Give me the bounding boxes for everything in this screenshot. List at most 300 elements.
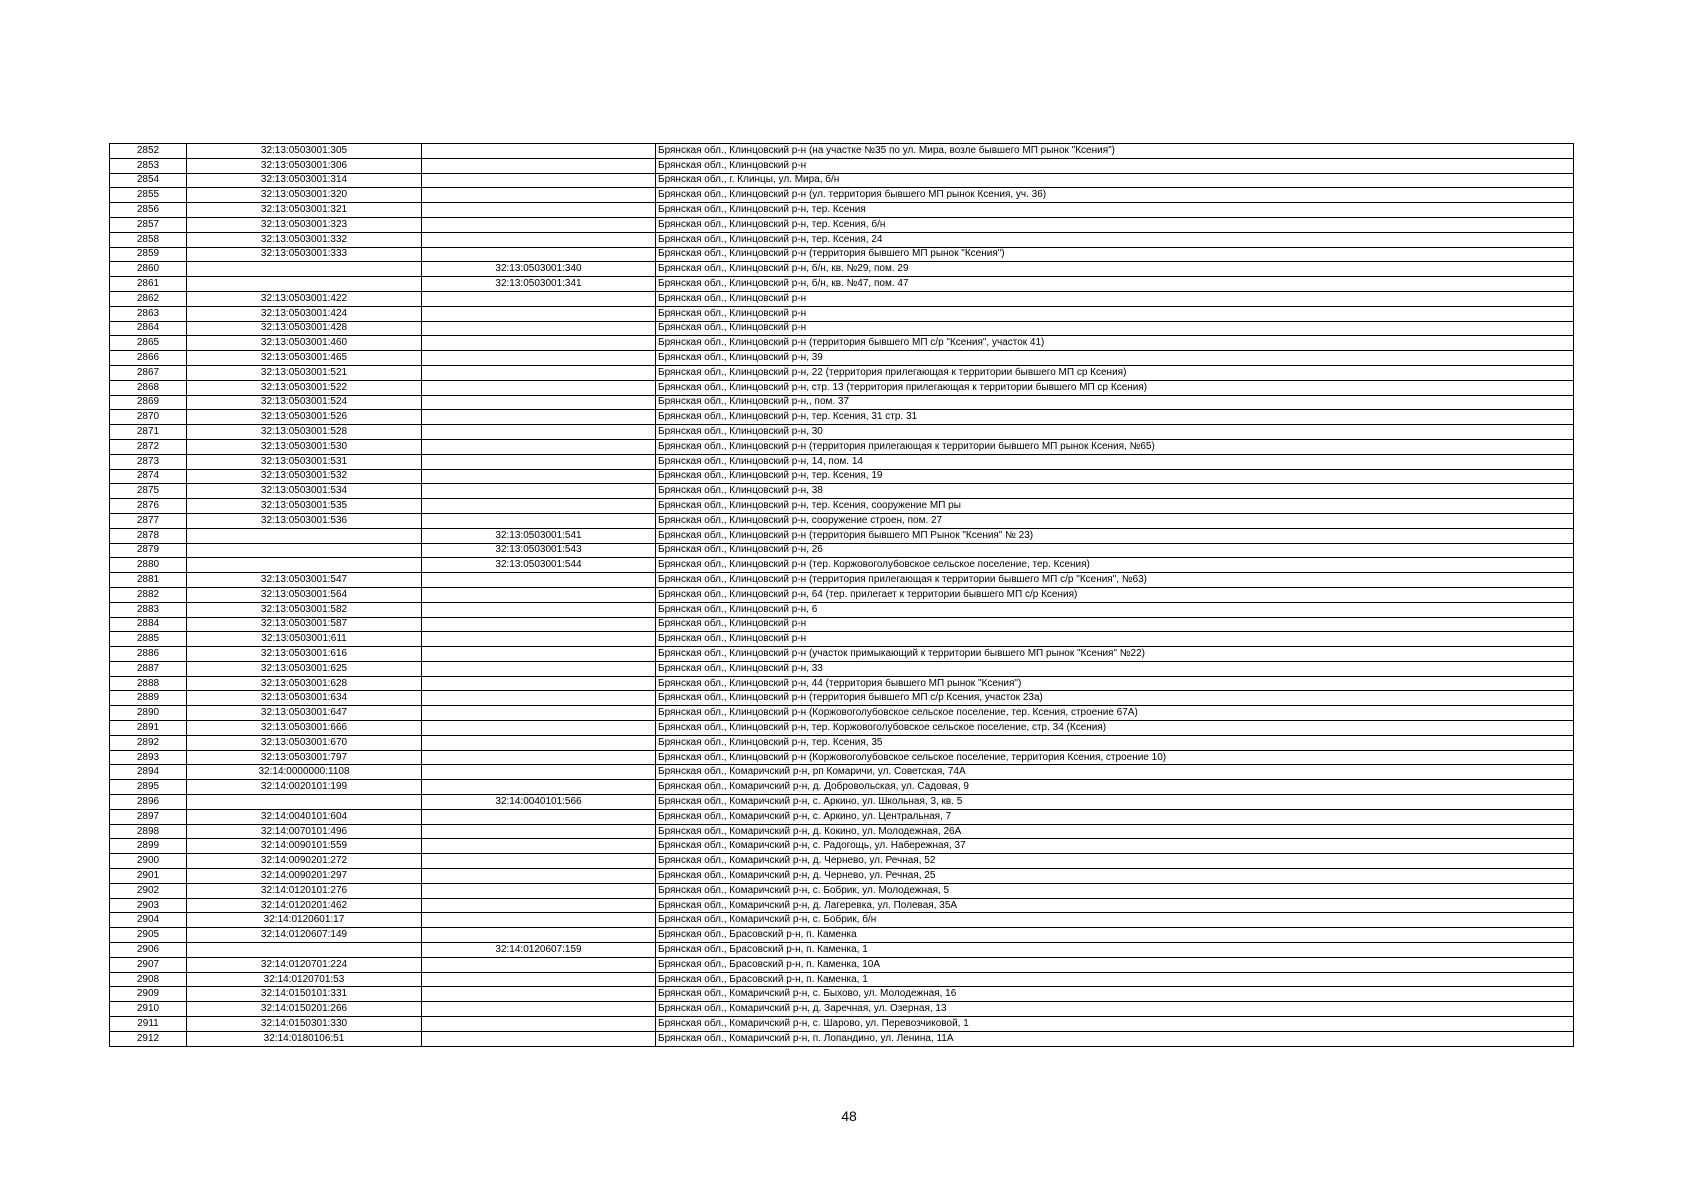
cadastral-number-cell: 32:13:0503001:428 [187,321,422,336]
row-number: 2895 [110,780,187,795]
table-row [110,365,1574,380]
table-row [110,706,1574,721]
cadastral-number-cell: 32:13:0503001:422 [187,291,422,306]
table-row [110,943,1574,958]
cadastral-number-cell: 32:13:0503001:670 [187,735,422,750]
row-number: 2870 [110,410,187,425]
cadastral-number-alt-cell [422,454,656,469]
cadastral-number-alt-cell [422,203,656,218]
row-number: 2875 [110,484,187,499]
address-cell: Брянская обл., Комаричский р-н, рп Комаричи, ул. Советская, 74А [656,765,1574,780]
registry-table [109,143,1574,1047]
cadastral-number-alt-cell: 32:13:0503001:544 [422,558,656,573]
table-row [110,824,1574,839]
cadastral-number-cell: 32:14:0150101:331 [187,987,422,1002]
table-row [110,972,1574,987]
table-row [110,528,1574,543]
address-cell: Брянская обл., Комаричский р-н, с. Аркино, ул. Центральная, 7 [656,809,1574,824]
cadastral-number-cell: 32:14:0070101:496 [187,824,422,839]
cadastral-number-cell: 32:14:0120201:462 [187,898,422,913]
cadastral-number-alt-cell [422,839,656,854]
cadastral-number-alt-cell [422,587,656,602]
row-number: 2907 [110,957,187,972]
cadastral-number-alt-cell [422,661,656,676]
address-cell: Брянская обл., Комаричский р-н, с. Аркино, ул. Школьная, 3, кв. 5 [656,795,1574,810]
address-cell: Брянская обл., Клинцовский р-н, 39 [656,351,1574,366]
cadastral-number-cell: 32:13:0503001:797 [187,750,422,765]
table-row [110,454,1574,469]
table-row [110,928,1574,943]
cadastral-number-alt-cell [422,144,656,159]
row-number: 2888 [110,676,187,691]
cadastral-number-alt-cell [422,750,656,765]
address-cell: Брянская обл., Клинцовский р-н (территория бывшего МП рынок "Ксения") [656,247,1574,262]
cadastral-number-cell: 32:13:0503001:530 [187,439,422,454]
row-number: 2902 [110,883,187,898]
cadastral-number-alt-cell [422,898,656,913]
address-cell: Брянская обл., Клинцовский р-н [656,291,1574,306]
row-number: 2889 [110,691,187,706]
row-number: 2878 [110,528,187,543]
row-number: 2855 [110,188,187,203]
row-number: 2862 [110,291,187,306]
table-row [110,410,1574,425]
cadastral-number-cell: 32:14:0000000:1108 [187,765,422,780]
cadastral-number-cell: 32:13:0503001:321 [187,203,422,218]
address-cell: Брянская обл., Клинцовский р-н, 33 [656,661,1574,676]
address-cell: Брянская обл., Клинцовский р-н, тер. Ксения, 19 [656,469,1574,484]
table-row [110,395,1574,410]
row-number: 2861 [110,277,187,292]
row-number: 2865 [110,336,187,351]
cadastral-number-cell [187,528,422,543]
cadastral-number-cell: 32:13:0503001:314 [187,173,422,188]
cadastral-number-alt-cell [422,957,656,972]
cadastral-number-cell: 32:14:0180106:51 [187,1031,422,1046]
row-number: 2860 [110,262,187,277]
cadastral-number-alt-cell [422,691,656,706]
table-row [110,484,1574,499]
cadastral-number-alt-cell [422,188,656,203]
cadastral-number-cell: 32:13:0503001:332 [187,232,422,247]
row-number: 2912 [110,1031,187,1046]
cadastral-number-alt-cell [422,247,656,262]
table-row [110,750,1574,765]
table-row [110,262,1574,277]
cadastral-number-alt-cell [422,972,656,987]
cadastral-number-alt-cell [422,1017,656,1032]
cadastral-number-alt-cell [422,425,656,440]
cadastral-number-cell: 32:14:0120101:276 [187,883,422,898]
cadastral-number-alt-cell: 32:14:0120607:159 [422,943,656,958]
cadastral-number-cell: 32:13:0503001:532 [187,469,422,484]
table-row [110,913,1574,928]
row-number: 2879 [110,543,187,558]
row-number: 2911 [110,1017,187,1032]
row-number: 2894 [110,765,187,780]
cadastral-number-cell: 32:13:0503001:522 [187,380,422,395]
row-number: 2880 [110,558,187,573]
row-number: 2901 [110,869,187,884]
address-cell: Брянская обл., Клинцовский р-н, 38 [656,484,1574,499]
cadastral-number-alt-cell [422,735,656,750]
address-cell: Брянская обл., Брасовский р-н, п. Каменка, 1 [656,972,1574,987]
cadastral-number-cell: 32:14:0090101:559 [187,839,422,854]
table-row [110,1031,1574,1046]
row-number: 2882 [110,587,187,602]
cadastral-number-alt-cell: 32:13:0503001:543 [422,543,656,558]
cadastral-number-cell: 32:14:0150301:330 [187,1017,422,1032]
address-cell: Брянская обл., Клинцовский р-н, 6 [656,602,1574,617]
row-number: 2859 [110,247,187,262]
cadastral-number-alt-cell [422,321,656,336]
address-cell: Брянская обл., Брасовский р-н, п. Каменка [656,928,1574,943]
cadastral-number-cell: 32:13:0503001:460 [187,336,422,351]
cadastral-number-cell: 32:14:0120607:149 [187,928,422,943]
address-cell: Брянская обл., Клинцовский р-н (территория прилегающая к территории бывшего МП рынок Ксения, №65) [656,439,1574,454]
cadastral-number-alt-cell: 32:13:0503001:341 [422,277,656,292]
cadastral-number-cell: 32:13:0503001:582 [187,602,422,617]
address-cell: Брянская обл., Клинцовский р-н (территория бывшего МП с/р "Ксения", участок 41) [656,336,1574,351]
cadastral-number-cell [187,262,422,277]
cadastral-number-alt-cell [422,883,656,898]
row-number: 2900 [110,854,187,869]
address-cell: Брянская обл., Клинцовский р-н, тер. Ксения, 24 [656,232,1574,247]
address-cell: Брянская обл., Клинцовский р-н, тер. Ксения [656,203,1574,218]
address-cell: Брянская обл., Клинцовский р-н, стр. 13 (территория прилегающая к территории бывшего МП ср Ксения) [656,380,1574,395]
cadastral-number-alt-cell [422,217,656,232]
cadastral-number-cell: 32:13:0503001:534 [187,484,422,499]
table-row [110,735,1574,750]
cadastral-number-cell: 32:13:0503001:628 [187,676,422,691]
address-cell: Брянская обл., Комаричский р-н, с. Бобрик, б/н [656,913,1574,928]
cadastral-number-alt-cell [422,573,656,588]
cadastral-number-cell: 32:13:0503001:634 [187,691,422,706]
address-cell: Брянская обл., Клинцовский р-н, 30 [656,425,1574,440]
table-row [110,203,1574,218]
address-cell: Брянская обл., Клинцовский р-н, 64 (тер. прилегает к территории бывшего МП с/р Ксения) [656,587,1574,602]
row-number: 2897 [110,809,187,824]
cadastral-number-cell: 32:13:0503001:587 [187,617,422,632]
cadastral-number-alt-cell: 32:13:0503001:541 [422,528,656,543]
cadastral-number-alt-cell [422,232,656,247]
row-number: 2881 [110,573,187,588]
cadastral-number-cell: 32:13:0503001:531 [187,454,422,469]
cadastral-number-cell: 32:13:0503001:536 [187,513,422,528]
address-cell: Брянская обл., Комаричский р-н, д. Чернево, ул. Речная, 25 [656,869,1574,884]
cadastral-number-alt-cell [422,809,656,824]
cadastral-number-alt-cell [422,1002,656,1017]
address-cell: Брянская обл., Брасовский р-н, п. Каменка, 1 [656,943,1574,958]
row-number: 2874 [110,469,187,484]
table-row [110,188,1574,203]
address-cell: Брянская обл., Комаричский р-н, д. Кокино, ул. Молодежная, 26А [656,824,1574,839]
cadastral-number-cell: 32:14:0090201:297 [187,869,422,884]
table-row [110,232,1574,247]
cadastral-number-alt-cell [422,306,656,321]
row-number: 2899 [110,839,187,854]
address-cell: Брянская обл., Клинцовский р-н (ул. территория бывшего МП рынок Ксения, уч. 36) [656,188,1574,203]
address-cell: Брянская обл., Комаричский р-н, д. Чернево, ул. Речная, 52 [656,854,1574,869]
cadastral-number-alt-cell [422,484,656,499]
table-row [110,173,1574,188]
cadastral-number-cell: 32:13:0503001:306 [187,158,422,173]
cadastral-number-cell: 32:13:0503001:526 [187,410,422,425]
table-row [110,957,1574,972]
row-number: 2869 [110,395,187,410]
table-row [110,898,1574,913]
cadastral-number-cell: 32:13:0503001:547 [187,573,422,588]
table-row [110,144,1574,159]
cadastral-number-alt-cell [422,928,656,943]
table-row [110,795,1574,810]
cadastral-number-cell: 32:13:0503001:424 [187,306,422,321]
table-row [110,676,1574,691]
cadastral-number-alt-cell [422,913,656,928]
cadastral-number-alt-cell [422,336,656,351]
row-number: 2909 [110,987,187,1002]
cadastral-number-cell: 32:14:0120601:17 [187,913,422,928]
cadastral-number-alt-cell [422,499,656,514]
address-cell: Брянская обл., Комаричский р-н, п. Лопандино, ул. Ленина, 11А [656,1031,1574,1046]
cadastral-number-cell: 32:13:0503001:625 [187,661,422,676]
row-number: 2910 [110,1002,187,1017]
address-cell: Брянская обл., Клинцовский р-н [656,306,1574,321]
cadastral-number-cell: 32:13:0503001:528 [187,425,422,440]
cadastral-number-alt-cell [422,765,656,780]
cadastral-number-alt-cell [422,513,656,528]
table-row [110,158,1574,173]
table-row [110,425,1574,440]
cadastral-number-alt-cell [422,351,656,366]
cadastral-number-cell: 32:13:0503001:647 [187,706,422,721]
row-number: 2905 [110,928,187,943]
address-cell: Брянская обл., Клинцовский р-н, сооружение строен, пом. 27 [656,513,1574,528]
address-cell: Брянская обл., Клинцовский р-н [656,158,1574,173]
cadastral-number-cell: 32:13:0503001:305 [187,144,422,159]
row-number: 2890 [110,706,187,721]
cadastral-number-alt-cell [422,469,656,484]
table-row [110,573,1574,588]
row-number: 2885 [110,632,187,647]
address-cell: Брянская обл., Клинцовский р-н [656,617,1574,632]
address-cell: Брянская обл., Клинцовский р-н (на участке №35 по ул. Мира, возле бывшего МП рынок "Ксения") [656,144,1574,159]
address-cell: Брянская обл., Комаричский р-н, с. Радогощь, ул. Набережная, 37 [656,839,1574,854]
cadastral-number-cell [187,543,422,558]
cadastral-number-alt-cell [422,602,656,617]
row-number: 2868 [110,380,187,395]
table-row [110,809,1574,824]
table-row [110,543,1574,558]
address-cell: Брянская обл., Клинцовский р-н, тер. Ксения, б/н [656,217,1574,232]
row-number: 2854 [110,173,187,188]
page-number: 48 [841,1108,857,1124]
address-cell: Брянская обл., Клинцовский р-н, б/н, кв. №29, пом. 29 [656,262,1574,277]
row-number: 2866 [110,351,187,366]
cadastral-number-cell: 32:14:0090201:272 [187,854,422,869]
table-row [110,336,1574,351]
table-row [110,351,1574,366]
table-row [110,780,1574,795]
cadastral-number-alt-cell [422,632,656,647]
address-cell: Брянская обл., Клинцовский р-н (тер. Коржовоголубовское сельское поселение, тер. Ксения) [656,558,1574,573]
table-row [110,691,1574,706]
table-row [110,839,1574,854]
cadastral-number-cell: 32:14:0120701:224 [187,957,422,972]
address-cell: Брянская обл., Клинцовский р-н, 14, пом. 14 [656,454,1574,469]
address-cell: Брянская обл., Клинцовский р-н, тер. Ксения, сооружение МП ры [656,499,1574,514]
cadastral-number-cell: 32:14:0120701:53 [187,972,422,987]
table-row [110,869,1574,884]
row-number: 2863 [110,306,187,321]
row-number: 2886 [110,647,187,662]
cadastral-number-alt-cell [422,173,656,188]
cadastral-number-alt-cell: 32:13:0503001:340 [422,262,656,277]
row-number: 2903 [110,898,187,913]
address-cell: Брянская обл., Брасовский р-н, п. Каменка, 10А [656,957,1574,972]
table-row [110,721,1574,736]
cadastral-number-alt-cell [422,410,656,425]
cadastral-number-alt-cell [422,617,656,632]
cadastral-number-cell: 32:13:0503001:535 [187,499,422,514]
row-number: 2877 [110,513,187,528]
table-row [110,380,1574,395]
address-cell: Брянская обл., Комаричский р-н, д. Добровольская, ул. Садовая, 9 [656,780,1574,795]
cadastral-number-cell: 32:14:0150201:266 [187,1002,422,1017]
address-cell: Брянская обл., Комаричский р-н, д. Лагеревка, ул. Полевая, 35А [656,898,1574,913]
row-number: 2898 [110,824,187,839]
row-number: 2856 [110,203,187,218]
table-row [110,854,1574,869]
cadastral-number-alt-cell [422,780,656,795]
row-number: 2891 [110,721,187,736]
row-number: 2872 [110,439,187,454]
address-cell: Брянская обл., Клинцовский р-н, тер. Ксения, 35 [656,735,1574,750]
table-row [110,321,1574,336]
cadastral-number-cell: 32:13:0503001:616 [187,647,422,662]
table-row [110,661,1574,676]
table-row [110,469,1574,484]
address-cell: Брянская обл., Клинцовский р-н (территория прилегающая к территории бывшего МП с/р "Ксения", №63) [656,573,1574,588]
cadastral-number-alt-cell [422,365,656,380]
address-cell: Брянская обл., Клинцовский р-н [656,321,1574,336]
table-row [110,647,1574,662]
table-row [110,987,1574,1002]
table-row [110,217,1574,232]
cadastral-number-alt-cell [422,824,656,839]
row-number: 2906 [110,943,187,958]
table-row [110,765,1574,780]
row-number: 2857 [110,217,187,232]
table-body [110,144,1574,1047]
table-row [110,306,1574,321]
cadastral-number-cell: 32:13:0503001:611 [187,632,422,647]
address-cell: Брянская обл., Клинцовский р-н, б/н, кв. №47, пом. 47 [656,277,1574,292]
table-row [110,513,1574,528]
row-number: 2892 [110,735,187,750]
row-number: 2876 [110,499,187,514]
table-row [110,499,1574,514]
cadastral-number-alt-cell [422,987,656,1002]
table-row [110,1017,1574,1032]
table-row [110,883,1574,898]
table-row [110,439,1574,454]
cadastral-number-cell: 32:14:0040101:604 [187,809,422,824]
cadastral-number-alt-cell [422,869,656,884]
row-number: 2896 [110,795,187,810]
address-cell: Брянская обл., Комаричский р-н, с. Быхово, ул. Молодежная, 16 [656,987,1574,1002]
cadastral-number-alt-cell [422,158,656,173]
cadastral-number-alt-cell [422,380,656,395]
address-cell: Брянская обл., Клинцовский р-н (Коржовоголубовское сельское поселение, территория Ксения, строение 10) [656,750,1574,765]
address-cell: Брянская обл., г. Клинцы, ул. Мира, б/н [656,173,1574,188]
row-number: 2884 [110,617,187,632]
row-number: 2852 [110,144,187,159]
cadastral-number-alt-cell: 32:14:0040101:566 [422,795,656,810]
row-number: 2867 [110,365,187,380]
cadastral-number-alt-cell [422,1031,656,1046]
cadastral-number-cell: 32:14:0020101:199 [187,780,422,795]
address-cell: Брянская обл., Клинцовский р-н, тер. Ксения, 31 стр. 31 [656,410,1574,425]
cadastral-number-alt-cell [422,721,656,736]
row-number: 2904 [110,913,187,928]
address-cell: Брянская обл., Клинцовский р-н [656,632,1574,647]
table-row [110,247,1574,262]
table-row [110,291,1574,306]
table-row [110,617,1574,632]
row-number: 2858 [110,232,187,247]
row-number: 2853 [110,158,187,173]
cadastral-number-cell [187,795,422,810]
row-number: 2871 [110,425,187,440]
cadastral-number-alt-cell [422,395,656,410]
address-cell: Брянская обл., Клинцовский р-н (Коржовоголубовское сельское поселение, тер. Ксения, строение 67А) [656,706,1574,721]
address-cell: Брянская обл., Клинцовский р-н,, пом. 37 [656,395,1574,410]
table-row [110,277,1574,292]
cadastral-number-alt-cell [422,647,656,662]
address-cell: Брянская обл., Клинцовский р-н, 26 [656,543,1574,558]
cadastral-number-cell: 32:13:0503001:564 [187,587,422,602]
table-row [110,587,1574,602]
row-number: 2883 [110,602,187,617]
cadastral-number-cell: 32:13:0503001:524 [187,395,422,410]
table-row [110,602,1574,617]
cadastral-number-cell: 32:13:0503001:333 [187,247,422,262]
cadastral-number-cell: 32:13:0503001:666 [187,721,422,736]
row-number: 2873 [110,454,187,469]
address-cell: Брянская обл., Клинцовский р-н, тер. Коржовоголубовское сельское поселение, стр. 34 (Ксения) [656,721,1574,736]
table-row [110,558,1574,573]
cadastral-number-cell: 32:13:0503001:323 [187,217,422,232]
cadastral-number-alt-cell [422,291,656,306]
cadastral-number-cell [187,558,422,573]
row-number: 2893 [110,750,187,765]
address-cell: Брянская обл., Комаричский р-н, с. Бобрик, ул. Молодежная, 5 [656,883,1574,898]
cadastral-number-cell: 32:13:0503001:320 [187,188,422,203]
cadastral-number-alt-cell [422,706,656,721]
address-cell: Брянская обл., Комаричский р-н, с. Шарово, ул. Перевозчиковой, 1 [656,1017,1574,1032]
table-row [110,632,1574,647]
row-number: 2908 [110,972,187,987]
address-cell: Брянская обл., Клинцовский р-н (территория бывшего МП с/р Ксения, участок 23а) [656,691,1574,706]
cadastral-number-cell: 32:13:0503001:465 [187,351,422,366]
cadastral-number-alt-cell [422,854,656,869]
cadastral-number-alt-cell [422,676,656,691]
cadastral-number-cell: 32:13:0503001:521 [187,365,422,380]
address-cell: Брянская обл., Клинцовский р-н (участок примыкающий к территории бывшего МП рынок "Ксения" №22) [656,647,1574,662]
address-cell: Брянская обл., Клинцовский р-н, 22 (территория прилегающая к территории бывшего МП ср Ксения) [656,365,1574,380]
row-number: 2864 [110,321,187,336]
